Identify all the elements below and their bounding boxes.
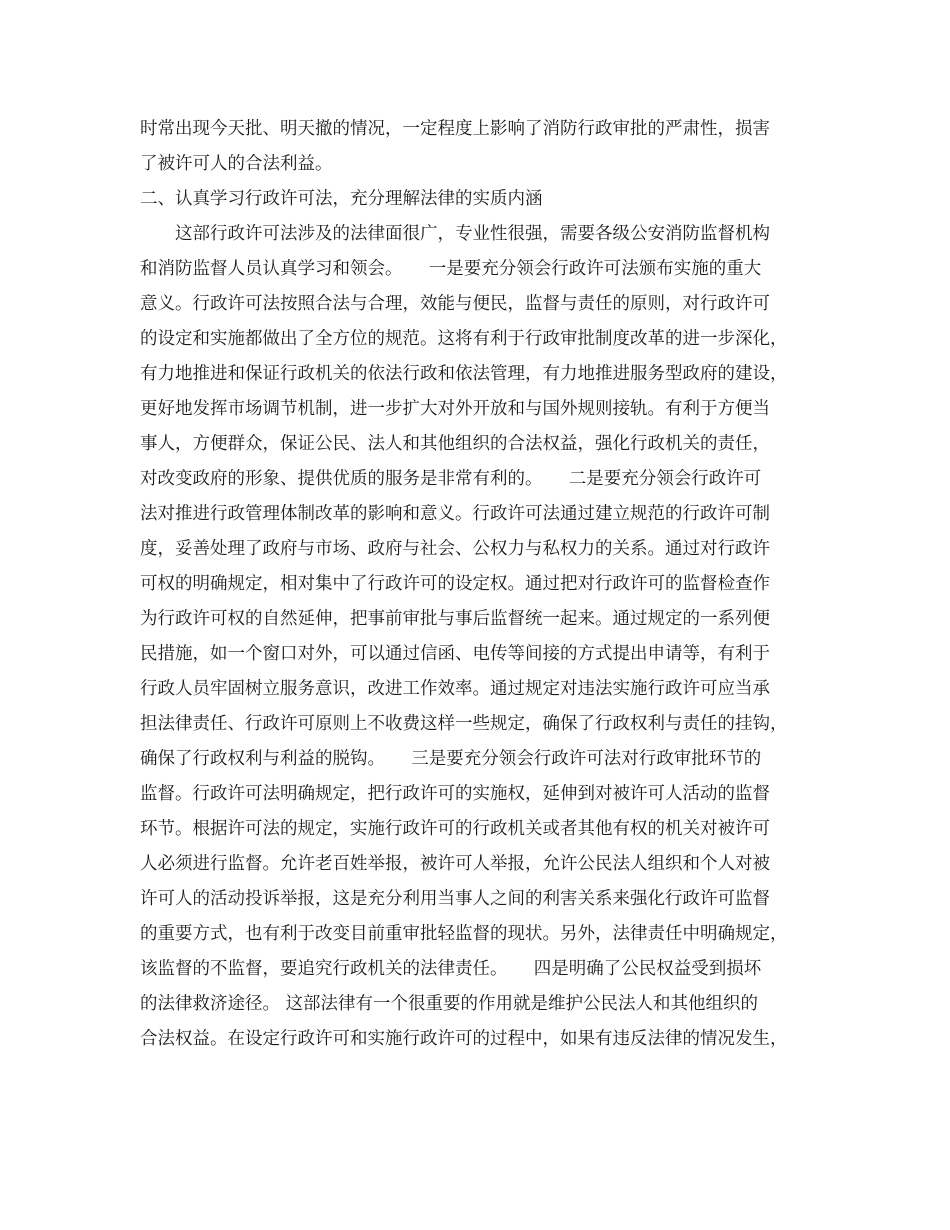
text-line: 有力地推进和保证行政机关的依法行政和依法管理，有力地推进服务型政府的建设， <box>140 364 788 384</box>
text-line: 行政人员牢固树立服务意识，改进工作效率。通过规定对违法实施行政许可应当承 <box>140 679 770 699</box>
body-text <box>140 112 830 1057</box>
text-line: 监督。行政许可法明确规定，把行政许可的实施权，延伸到对被许可人活动的监督 <box>140 784 770 804</box>
text-line: 环节。根据许可法的规定，实施行政许可的行政机关或者其他有权的机关对被许可 <box>140 819 770 839</box>
text-line: 民措施，如一个窗口对外，可以通过信函、电传等间接的方式提出申请等，有利于 <box>140 644 770 664</box>
text-line: 事人，方便群众，保证公民、法人和其他组织的合法权益，强化行政机关的责任， <box>140 434 770 454</box>
text-line: 时常出现今天批、明天撤的情况，一定程度上影响了消防行政审批的严肃性，损害 <box>140 119 770 139</box>
text-line: 的重要方式，也有利于改变目前重审批轻监督的现状。另外，法律责任中明确规定， <box>140 924 788 944</box>
text-line: 可权的明确规定，相对集中了行政许可的设定权。通过把对行政许可的监督检查作 <box>140 574 770 594</box>
text-line: 更好地发挥市场调节机制，进一步扩大对外开放和与国外规则接轨。有利于方便当 <box>140 399 770 419</box>
text-line: 为行政许可权的自然延伸，把事前审批与事后监督统一起来。通过规定的一系列便 <box>140 609 770 629</box>
text-line: 人必须进行监督。允许老百姓举报，被许可人举报，允许公民法人组织和个人对被 <box>140 854 770 874</box>
text-line: 这部行政许可法涉及的法律面很广，专业性很强，需要各级公安消防监督机构 <box>175 224 770 244</box>
text-line: 担法律责任、行政许可原则上不收费这样一些规定，确保了行政权利与责任的挂钩， <box>140 714 788 734</box>
text-line: 对改变政府的形象、提供优质的服务是非常有利的。 二是要充分领会行政许可 <box>140 469 762 489</box>
text-line: 该监督的不监督，要追究行政机关的法律责任。 四是明确了公民权益受到损坏 <box>140 959 762 979</box>
text-line: 度，妥善处理了政府与市场、政府与社会、公权力与私权力的关系。通过对行政许 <box>140 539 770 559</box>
text-line: 的法律救济途径。 这部法律有一个很重要的作用就是维护公民法人和其他组织的 <box>140 994 759 1014</box>
text-line: 法对推进行政管理体制改革的影响和意义。行政许可法通过建立规范的行政许可制 <box>140 504 770 524</box>
text-line: 许可人的活动投诉举报，这是充分利用当事人之间的利害关系来强化行政许可监督 <box>140 889 770 909</box>
text-line: 的设定和实施都做出了全方位的规范。这将有利于行政审批制度改革的进一步深化， <box>140 329 788 349</box>
text-line: 和消防监督人员认真学习和领会。 一是要充分领会行政许可法颁布实施的重大 <box>140 259 762 279</box>
section-heading: 二、认真学习行政许可法，充分理解法律的实质内涵 <box>140 189 543 209</box>
text-line: 合法权益。在设定行政许可和实施行政许可的过程中，如果有违反法律的情况发生， <box>140 1029 788 1049</box>
text-line: 意义。行政许可法按照合法与合理，效能与便民，监督与责任的原则，对行政许可 <box>140 294 770 314</box>
text-line: 确保了行政权利与利益的脱钩。 三是要充分领会行政许可法对行政审批环节的 <box>140 749 762 769</box>
text-line: 了被许可人的合法利益。 <box>140 154 333 174</box>
